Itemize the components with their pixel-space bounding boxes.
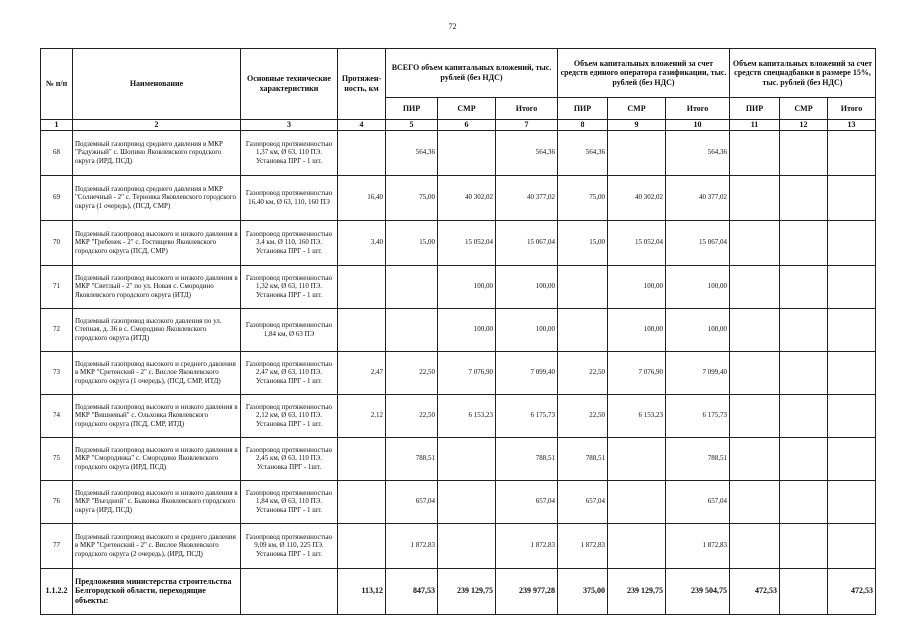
row-sp-itogo bbox=[828, 437, 876, 480]
col-number: 9 bbox=[608, 120, 666, 131]
col-number: 6 bbox=[438, 120, 496, 131]
row-sp-smr bbox=[780, 130, 828, 175]
row-op-smr bbox=[608, 130, 666, 175]
row-op-itogo: 100,00 bbox=[666, 265, 730, 308]
summary-smr: 239 129,75 bbox=[438, 568, 496, 614]
row-tech: Газопровод протяженностью 1,37 км, Ø 63, 110 ПЭ. Установка ПРГ - 1 шт. bbox=[241, 130, 338, 175]
summary-row bbox=[41, 568, 876, 614]
row-sp-smr bbox=[780, 437, 828, 480]
row-length: 3,40 bbox=[338, 220, 386, 265]
row-sp-pir bbox=[730, 480, 780, 523]
row-num: 73 bbox=[41, 351, 73, 394]
row-sp-smr bbox=[780, 220, 828, 265]
header-row-main bbox=[41, 49, 876, 98]
row-tech: Газопровод протяженностью 3,4 км, Ø 110, 160 ПЭ. Установка ПРГ - 1 шт. bbox=[241, 220, 338, 265]
row-op-smr bbox=[608, 523, 666, 568]
row-sp-pir bbox=[730, 351, 780, 394]
row-smr: 6 153,23 bbox=[438, 394, 496, 437]
row-tech: Газопровод протяженностью 2,45 км, Ø 63, 110 ПЭ. Установка ПРГ - 1шт. bbox=[241, 437, 338, 480]
row-itogo: 100,00 bbox=[496, 265, 558, 308]
row-op-smr: 6 153,23 bbox=[608, 394, 666, 437]
row-length bbox=[338, 265, 386, 308]
row-op-smr bbox=[608, 480, 666, 523]
row-smr: 40 302,02 bbox=[438, 175, 496, 220]
row-name: Подземный газопровод высокого давления по ул. Степная, д. 36 в с. Смородино Яковлевского городского округа (ИТД) bbox=[73, 308, 241, 351]
row-op-itogo: 15 067,04 bbox=[666, 220, 730, 265]
header-pir: ПИР bbox=[386, 98, 438, 120]
header-name: Наименование bbox=[73, 49, 241, 120]
row-num: 69 bbox=[41, 175, 73, 220]
summary-tech bbox=[241, 568, 338, 614]
row-sp-smr bbox=[780, 308, 828, 351]
row-sp-pir bbox=[730, 265, 780, 308]
row-sp-pir bbox=[730, 130, 780, 175]
summary-pir: 847,53 bbox=[386, 568, 438, 614]
row-num: 75 bbox=[41, 437, 73, 480]
row-itogo: 657,04 bbox=[496, 480, 558, 523]
row-pir: 1 872,83 bbox=[386, 523, 438, 568]
row-op-itogo: 1 872,83 bbox=[666, 523, 730, 568]
header-pir: ПИР bbox=[558, 98, 608, 120]
table-row bbox=[41, 394, 876, 437]
summary-name: Предложения министерства строительства Белгородской области, переходящие объекты: bbox=[73, 568, 241, 614]
row-op-itogo: 788,51 bbox=[666, 437, 730, 480]
table-row bbox=[41, 523, 876, 568]
table-row bbox=[41, 130, 876, 175]
row-sp-itogo bbox=[828, 480, 876, 523]
row-op-pir bbox=[558, 265, 608, 308]
header-tech: Основные технические характеристики bbox=[241, 49, 338, 120]
col-number: 11 bbox=[730, 120, 780, 131]
row-tech: Газопровод протяженностью 1,84 км, Ø 63 ПЭ bbox=[241, 308, 338, 351]
row-pir: 75,00 bbox=[386, 175, 438, 220]
summary-num: 1.1.2.2 bbox=[41, 568, 73, 614]
row-itogo: 564,36 bbox=[496, 130, 558, 175]
row-sp-pir bbox=[730, 437, 780, 480]
col-number: 13 bbox=[828, 120, 876, 131]
row-itogo: 15 067,04 bbox=[496, 220, 558, 265]
row-op-smr: 100,00 bbox=[608, 308, 666, 351]
row-name: Подземный газопровод высокого и низкого давления в МКР "Светлый - 2" по ул. Новая с. Смородино Яковлевского городского округа (ИТД) bbox=[73, 265, 241, 308]
row-sp-itogo bbox=[828, 265, 876, 308]
row-op-pir: 75,00 bbox=[558, 175, 608, 220]
col-number: 7 bbox=[496, 120, 558, 131]
row-itogo: 40 377,02 bbox=[496, 175, 558, 220]
table-row bbox=[41, 308, 876, 351]
row-length: 16,40 bbox=[338, 175, 386, 220]
row-op-itogo: 6 175,73 bbox=[666, 394, 730, 437]
row-length bbox=[338, 523, 386, 568]
row-sp-itogo bbox=[828, 220, 876, 265]
row-smr bbox=[438, 523, 496, 568]
capital-investment-table bbox=[40, 48, 876, 615]
table-row bbox=[41, 220, 876, 265]
row-tech: Газопровод протяженностью 1,32 км, Ø 63, 110 ПЭ. Установка ПРГ - 1 шт. bbox=[241, 265, 338, 308]
summary-sp-itogo: 472,53 bbox=[828, 568, 876, 614]
row-op-itogo: 100,00 bbox=[666, 308, 730, 351]
header-operator: Объем капитальных вложений за счет средств единого оператора газификации, тыс. рублей (без НДС) bbox=[558, 49, 730, 98]
row-pir: 788,51 bbox=[386, 437, 438, 480]
table-row bbox=[41, 265, 876, 308]
summary-op-itogo: 239 504,75 bbox=[666, 568, 730, 614]
header-itogo: Итого bbox=[496, 98, 558, 120]
row-sp-itogo bbox=[828, 351, 876, 394]
row-num: 76 bbox=[41, 480, 73, 523]
col-number: 8 bbox=[558, 120, 608, 131]
row-tech: Газопровод протяженностью 2,12 км, Ø 63, 110 ПЭ. Установка ПРГ - 1 шт. bbox=[241, 394, 338, 437]
row-sp-smr bbox=[780, 351, 828, 394]
row-op-itogo: 657,04 bbox=[666, 480, 730, 523]
table-row bbox=[41, 480, 876, 523]
row-op-itogo: 40 377,02 bbox=[666, 175, 730, 220]
header-pir: ПИР bbox=[730, 98, 780, 120]
row-smr: 100,00 bbox=[438, 265, 496, 308]
header-total: ВСЕГО объем капитальных вложений, тыс. рублей (без НДС) bbox=[386, 49, 558, 98]
row-smr bbox=[438, 480, 496, 523]
col-number: 5 bbox=[386, 120, 438, 131]
row-sp-smr bbox=[780, 480, 828, 523]
row-op-smr: 15 052,04 bbox=[608, 220, 666, 265]
row-itogo: 100,00 bbox=[496, 308, 558, 351]
header-num: № п/п bbox=[41, 49, 73, 120]
row-pir: 15,00 bbox=[386, 220, 438, 265]
row-sp-itogo bbox=[828, 130, 876, 175]
row-num: 68 bbox=[41, 130, 73, 175]
row-op-pir: 15,00 bbox=[558, 220, 608, 265]
row-num: 74 bbox=[41, 394, 73, 437]
row-pir: 22,50 bbox=[386, 394, 438, 437]
row-name: Подземный газопровод высокого и низкого давления в МКР "Смородинка" с. Смородино Яковлевского городского округа (ИРД, ПСД) bbox=[73, 437, 241, 480]
row-op-pir bbox=[558, 308, 608, 351]
header-special: Объем капитальных вложений за счет средств спецнадбавки в размере 15%, тыс. рублей (без НДС) bbox=[730, 49, 876, 98]
row-op-itogo: 564,36 bbox=[666, 130, 730, 175]
row-tech: Газопровод протяженностью 2,47 км, Ø 63, 110 ПЭ. Установка ПРГ - 1 шт. bbox=[241, 351, 338, 394]
row-sp-itogo bbox=[828, 308, 876, 351]
row-op-smr: 40 302,02 bbox=[608, 175, 666, 220]
row-op-pir: 564,36 bbox=[558, 130, 608, 175]
row-name: Подземный газопровод высокого и низкого давления в МКР "Въездной" с. Быковка Яковлевского городского округа (ИРД, ПСД) bbox=[73, 480, 241, 523]
row-length bbox=[338, 308, 386, 351]
row-tech: Газопровод протяженностью 1,84 км, Ø 63, 110 ПЭ. Установка ПРГ - 1 шт. bbox=[241, 480, 338, 523]
table-row bbox=[41, 351, 876, 394]
header-smr: СМР bbox=[780, 98, 828, 120]
row-length bbox=[338, 437, 386, 480]
col-number: 10 bbox=[666, 120, 730, 131]
summary-sp-smr bbox=[780, 568, 828, 614]
row-sp-itogo bbox=[828, 175, 876, 220]
row-op-smr: 7 076,90 bbox=[608, 351, 666, 394]
row-name: Подземный газопровод среднего давления в МКР "Радужный" с. Шопино Яковлевского городского округа (ИРД, ПСД) bbox=[73, 130, 241, 175]
row-smr: 100,00 bbox=[438, 308, 496, 351]
header-itogo: Итого bbox=[666, 98, 730, 120]
row-length bbox=[338, 130, 386, 175]
row-op-itogo: 7 099,40 bbox=[666, 351, 730, 394]
col-number: 1 bbox=[41, 120, 73, 131]
col-number: 4 bbox=[338, 120, 386, 131]
row-num: 71 bbox=[41, 265, 73, 308]
col-number: 12 bbox=[780, 120, 828, 131]
row-smr bbox=[438, 437, 496, 480]
row-sp-itogo bbox=[828, 523, 876, 568]
row-length bbox=[338, 480, 386, 523]
row-smr: 7 076,90 bbox=[438, 351, 496, 394]
row-name: Подземный газопровод высокого и низкого давления в МКР "Вишневый" с. Ольховка Яковлевского городского округа (ПСД, СМР, ИТД) bbox=[73, 394, 241, 437]
summary-length: 113,12 bbox=[338, 568, 386, 614]
row-pir bbox=[386, 265, 438, 308]
row-pir: 657,04 bbox=[386, 480, 438, 523]
col-number: 2 bbox=[73, 120, 241, 131]
row-length: 2,47 bbox=[338, 351, 386, 394]
row-op-smr: 100,00 bbox=[608, 265, 666, 308]
row-sp-pir bbox=[730, 308, 780, 351]
row-name: Подземный газопровод высокого и низкого давления в МКР "Гребенек - 2" с. Гостищево Яковлевского городского округа (ПСД, СМР) bbox=[73, 220, 241, 265]
row-sp-pir bbox=[730, 523, 780, 568]
header-itogo: Итого bbox=[828, 98, 876, 120]
row-itogo: 6 175,73 bbox=[496, 394, 558, 437]
row-smr bbox=[438, 130, 496, 175]
row-sp-itogo bbox=[828, 394, 876, 437]
row-sp-pir bbox=[730, 220, 780, 265]
row-op-pir: 22,50 bbox=[558, 394, 608, 437]
row-tech: Газопровод протяженностью 16,40 км, Ø 63, 110, 160 ПЭ bbox=[241, 175, 338, 220]
row-num: 72 bbox=[41, 308, 73, 351]
page-number: 72 bbox=[448, 22, 457, 31]
row-pir: 22,50 bbox=[386, 351, 438, 394]
row-op-pir: 788,51 bbox=[558, 437, 608, 480]
row-smr: 15 052,04 bbox=[438, 220, 496, 265]
summary-sp-pir: 472,53 bbox=[730, 568, 780, 614]
row-num: 77 bbox=[41, 523, 73, 568]
summary-op-pir: 375,00 bbox=[558, 568, 608, 614]
header-smr: СМР bbox=[438, 98, 496, 120]
header-smr: СМР bbox=[608, 98, 666, 120]
row-length: 2,12 bbox=[338, 394, 386, 437]
row-op-smr bbox=[608, 437, 666, 480]
row-sp-smr bbox=[780, 394, 828, 437]
row-op-pir: 657,04 bbox=[558, 480, 608, 523]
row-itogo: 788,51 bbox=[496, 437, 558, 480]
row-sp-smr bbox=[780, 265, 828, 308]
row-sp-smr bbox=[780, 175, 828, 220]
row-op-pir: 1 872,83 bbox=[558, 523, 608, 568]
row-name: Подземный газопровод высокого и среднего давления в МКР "Сретенский - 2" с. Вислое Яковлевского городского округа (1 очередь), (ПСД, СМР, ИТД) bbox=[73, 351, 241, 394]
row-pir: 564,36 bbox=[386, 130, 438, 175]
column-number-row bbox=[41, 120, 876, 131]
summary-itogo: 239 977,28 bbox=[496, 568, 558, 614]
row-num: 70 bbox=[41, 220, 73, 265]
row-sp-pir bbox=[730, 394, 780, 437]
summary-op-smr: 239 129,75 bbox=[608, 568, 666, 614]
col-number: 3 bbox=[241, 120, 338, 131]
row-sp-smr bbox=[780, 523, 828, 568]
row-pir bbox=[386, 308, 438, 351]
table-row bbox=[41, 437, 876, 480]
row-name: Подземный газопровод среднего давления в МКР "Солнечный - 2" с. Терновка Яковлевского городского округа (1 очередь), (ПСД, СМР) bbox=[73, 175, 241, 220]
row-sp-pir bbox=[730, 175, 780, 220]
row-tech: Газопровод протяженностью 9,09 км, Ø 110, 225 ПЭ. Установка ПРГ - 1 шт. bbox=[241, 523, 338, 568]
row-op-pir: 22,50 bbox=[558, 351, 608, 394]
table-row bbox=[41, 175, 876, 220]
row-itogo: 7 099,40 bbox=[496, 351, 558, 394]
row-itogo: 1 872,83 bbox=[496, 523, 558, 568]
header-length: Протяжен-ность, км bbox=[338, 49, 386, 120]
row-name: Подземный газопровод высокого и среднего давления в МКР "Сретенский - 2" с. Вислое Яковлевского городского округа (2 очередь), (ИРД, ПСД) bbox=[73, 523, 241, 568]
